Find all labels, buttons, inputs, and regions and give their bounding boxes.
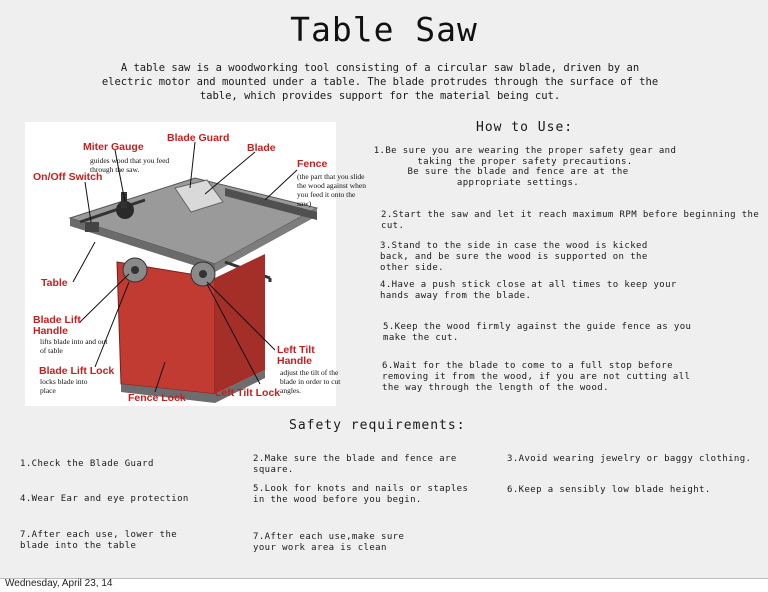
safety-heading: Safety requirements: bbox=[289, 418, 466, 433]
footer-bar bbox=[0, 578, 768, 592]
label-table: Table bbox=[41, 277, 68, 289]
note-blade-lift-lock: locks blade into place bbox=[40, 377, 88, 395]
note-left-tilt-handle: adjust the tilt of the blade in order to cut angles. bbox=[280, 368, 341, 395]
safety-item-3: 3.Avoid wearing jewelry or baggy clothing. bbox=[507, 454, 752, 464]
note-blade-lift-handle: lifts blade into and out of table bbox=[40, 337, 108, 355]
how-to-step-6: 6.Wait for the blade to come to a full stop before removing it from the wood, if you are not cutting all the way through the length of the wood. bbox=[382, 361, 691, 393]
note-miter-gauge: guides wood that you feed through the saw. bbox=[90, 156, 170, 174]
label-blade-lift-lock: Blade Lift Lock bbox=[39, 365, 115, 377]
label-fence-lock: Fence Lock bbox=[128, 392, 186, 404]
how-to-heading: How to Use: bbox=[476, 120, 574, 135]
label-fence: Fence bbox=[297, 158, 328, 170]
table-saw-diagram bbox=[25, 122, 366, 406]
safety-item-5: 5.Look for knots and nails or staples in the wood before you begin. bbox=[253, 484, 469, 505]
how-to-step-4: 4.Have a push stick close at all times to keep your hands away from the blade. bbox=[380, 280, 677, 301]
intro-paragraph: A table saw is a woodworking tool consisting of a circular saw blade, driven by an electric motor and mounted under a table. The blade protrudes through the surface of the table, which provides support for the material being cut. bbox=[101, 62, 659, 102]
note-fence: (the part that you slide the wood against when you feed it onto the saw) bbox=[297, 172, 366, 208]
safety-item-4: 4.Wear Ear and eye protection bbox=[20, 494, 189, 504]
label-left-tilt-handle: Left Tilt Handle bbox=[277, 344, 315, 367]
safety-item-1: 1.Check the Blade Guard bbox=[20, 459, 154, 469]
how-to-step-3: 3.Stand to the side in case the wood is kicked back, and be sure the wood is supported on the other side. bbox=[380, 241, 648, 273]
how-to-step-1: 1.Be sure you are wearing the proper safety gear and taking the proper safety precautions. bbox=[373, 146, 677, 167]
label-left-tilt-lock: Left Tilt Lock bbox=[215, 387, 281, 399]
safety-item-7-clean-area: 7.After each use,make sure your work area is clean bbox=[253, 532, 405, 553]
how-to-step-2: 2.Start the saw and let it reach maximum RPM before beginning the cut. bbox=[381, 210, 760, 231]
label-blade-guard: Blade Guard bbox=[167, 132, 230, 144]
label-blade-lift-handle: Blade Lift Handle bbox=[33, 314, 81, 337]
label-on-off-switch: On/Off Switch bbox=[33, 171, 103, 183]
how-to-step-1-settings: Be sure the blade and fence are at the appropriate settings. bbox=[407, 167, 629, 188]
label-miter-gauge: Miter Gauge bbox=[83, 141, 144, 153]
safety-item-2: 2.Make sure the blade and fence are square. bbox=[253, 454, 457, 475]
safety-item-6: 6.Keep a sensibly low blade height. bbox=[507, 485, 711, 495]
safety-item-7-lower-blade: 7.After each use, lower the blade into the table bbox=[20, 530, 178, 551]
how-to-step-5: 5.Keep the wood firmly against the guide fence as you make the cut. bbox=[383, 322, 692, 343]
label-blade: Blade bbox=[247, 142, 276, 154]
footer-date: Wednesday, April 23, 14 bbox=[5, 578, 113, 589]
slide-title: Table Saw bbox=[290, 10, 478, 49]
